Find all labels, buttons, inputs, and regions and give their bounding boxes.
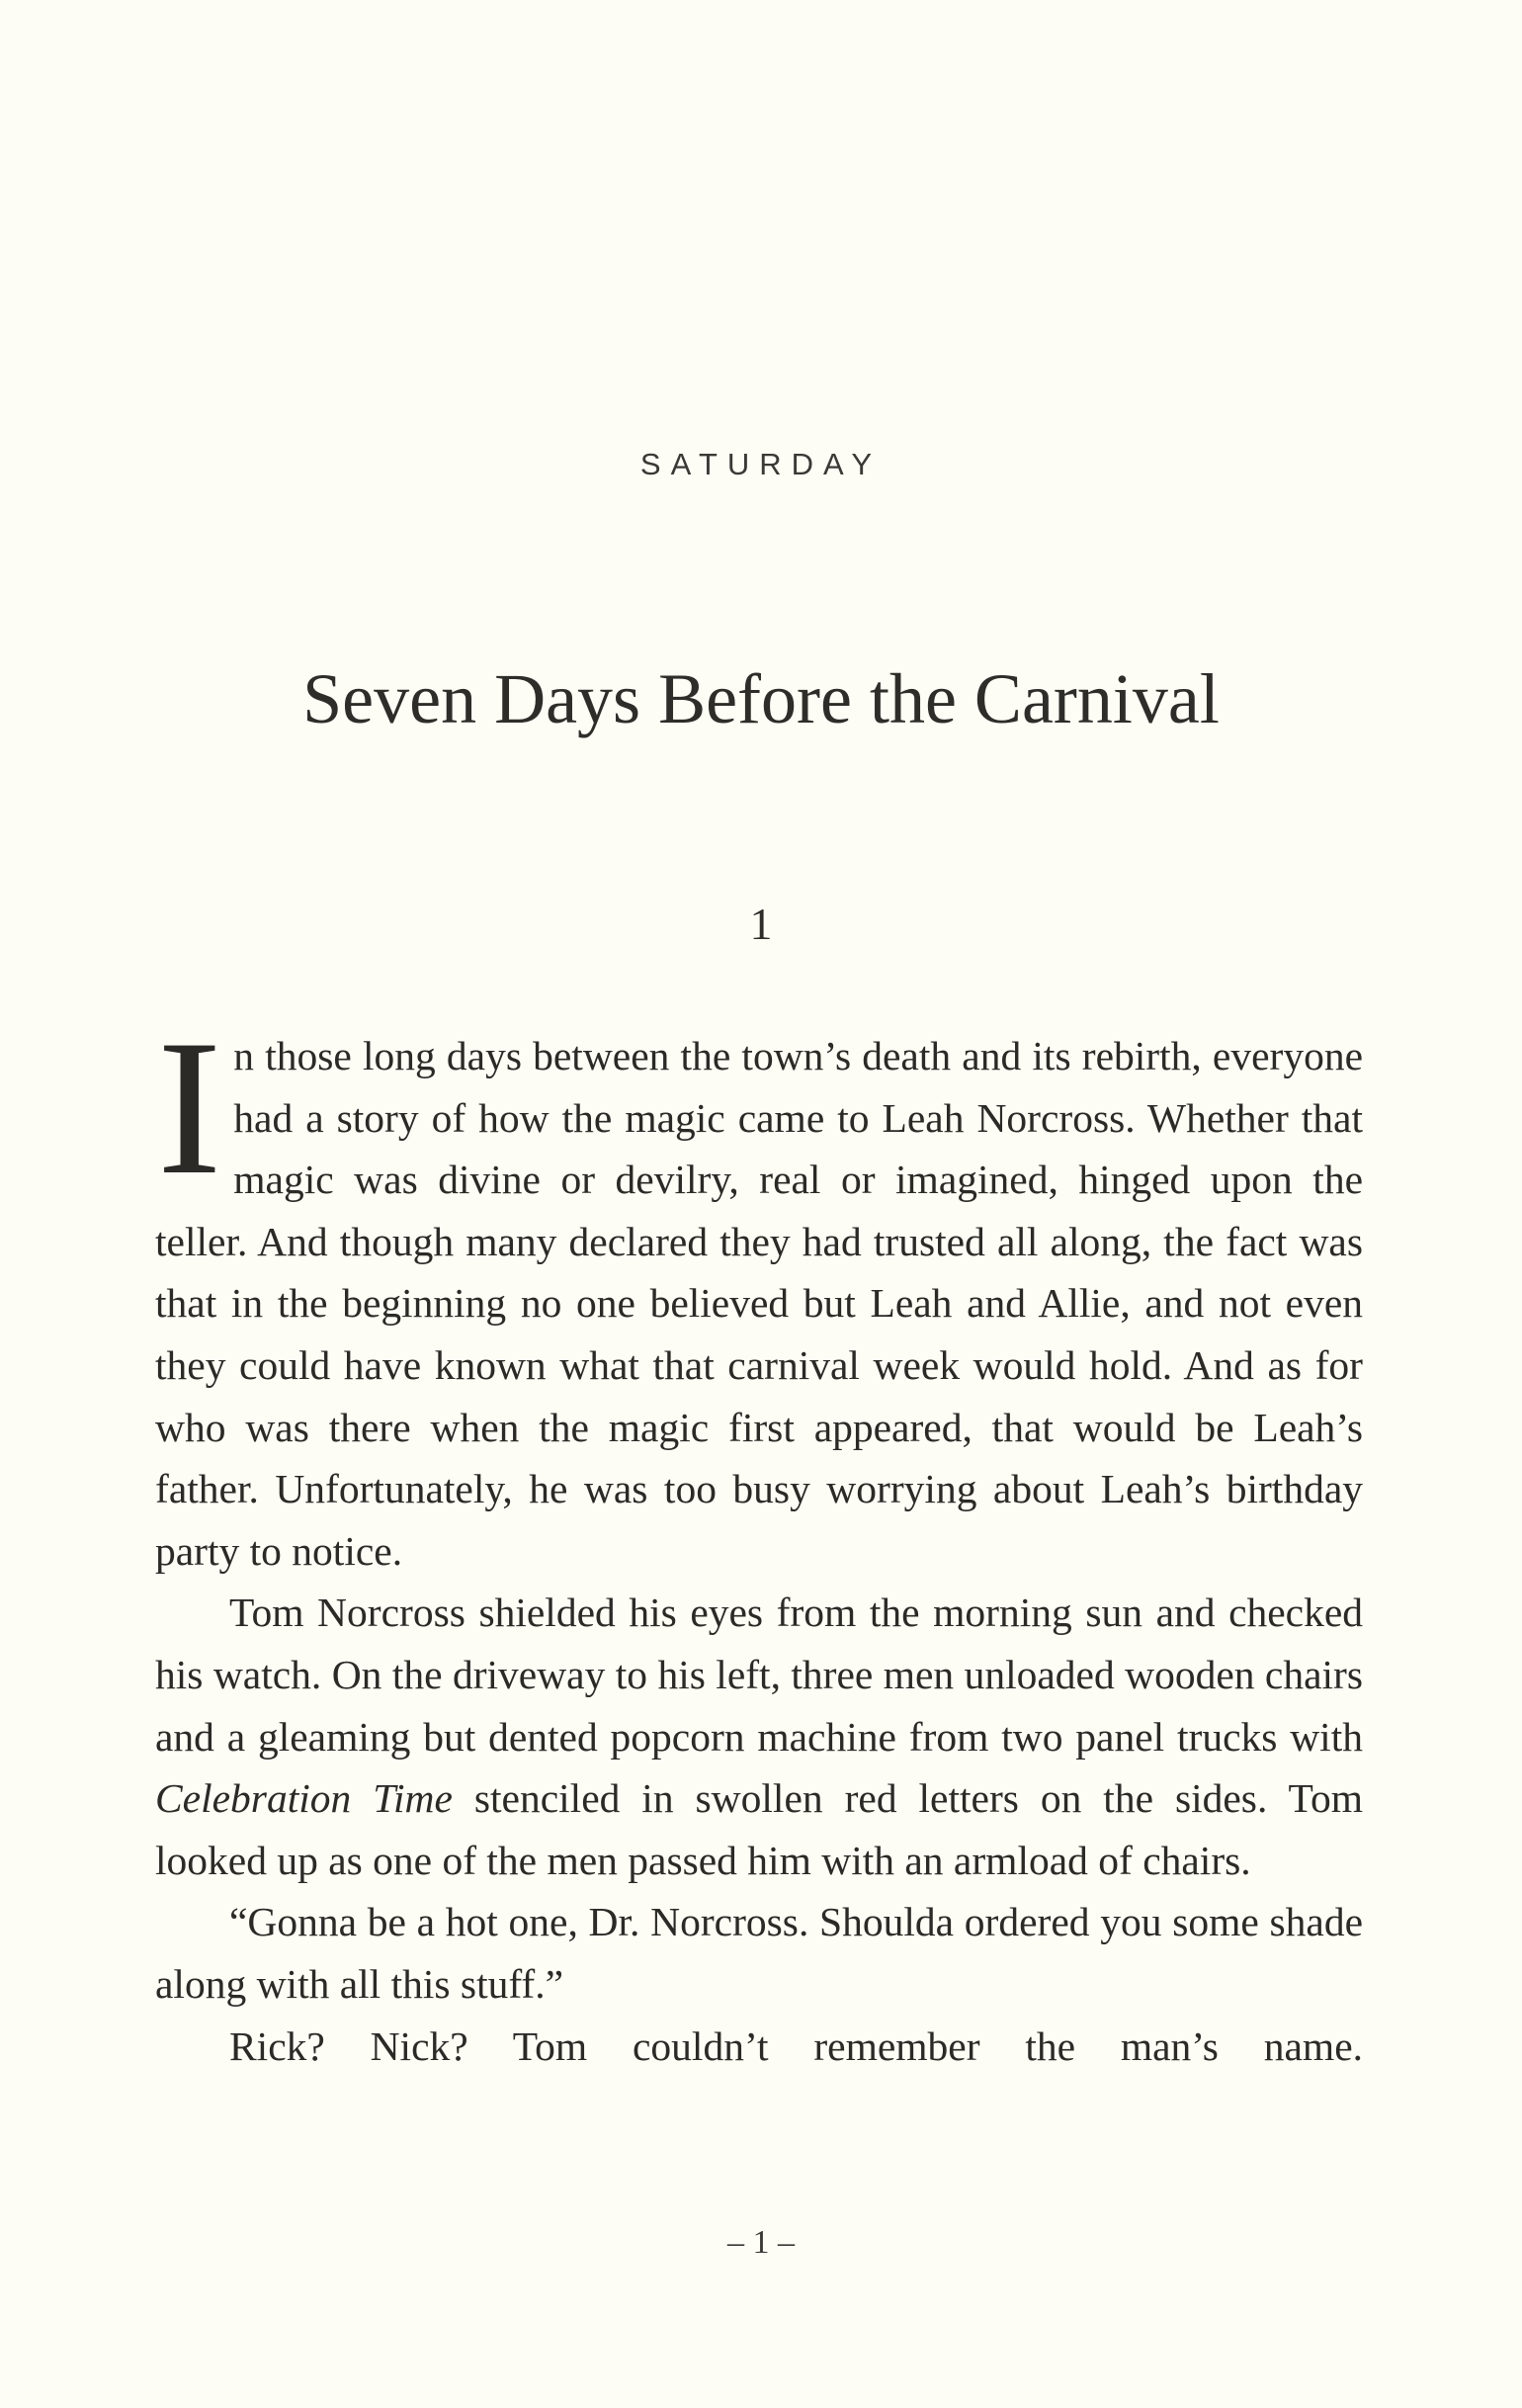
paragraph-4: Rick? Nick? Tom couldn’t remember the man’s name.	[229, 2022, 1363, 2069]
paragraph-2-italic: Celebration Time	[155, 1775, 453, 1822]
paragraph-1-text: n those long days between the town’s death and its rebirth, everyone had a story of how the magic came to Leah Norcross. Whether that magic was divine or devilry, real or imagined, hinged upon the teller. And though many declared they had trusted all along, the fact was that in the beginning no one believed but Leah and Allie, and not even they could have known what that carnival week would hold. And as for who was there when the magic first appeared, that would be Leah’s father. Unfortunately, he was too busy worrying about Leah’s birthday party to notice.	[155, 1033, 1363, 1574]
page-number: – 1 –	[727, 2224, 795, 2261]
body-text	[155, 1000, 1363, 2077]
chapter-title: Seven Days Before the Carnival	[302, 659, 1220, 739]
chapter-number: 1	[749, 899, 773, 949]
paragraph-2-text-b: stenciled in swollen red letters on the sides. Tom looked up as one of the men passed him with an armload of chairs.	[155, 1775, 1363, 1883]
day-label: SATURDAY	[639, 447, 883, 481]
paragraph-2	[155, 1582, 1363, 1891]
paragraph-2-text-a: Tom Norcross shielded his eyes from the morning sun and checked his watch. On the driveway to his left, three men unloaded wooden chairs and a gleaming but dented popcorn machine from two panel trucks with	[155, 1590, 1363, 1760]
drop-cap: I	[157, 1000, 222, 1215]
paragraph-1	[155, 1000, 1363, 1582]
paragraph-3: “Gonna be a hot one, Dr. Norcross. Shoulda ordered you some shade along with all this stuff.”	[155, 1899, 1363, 2007]
